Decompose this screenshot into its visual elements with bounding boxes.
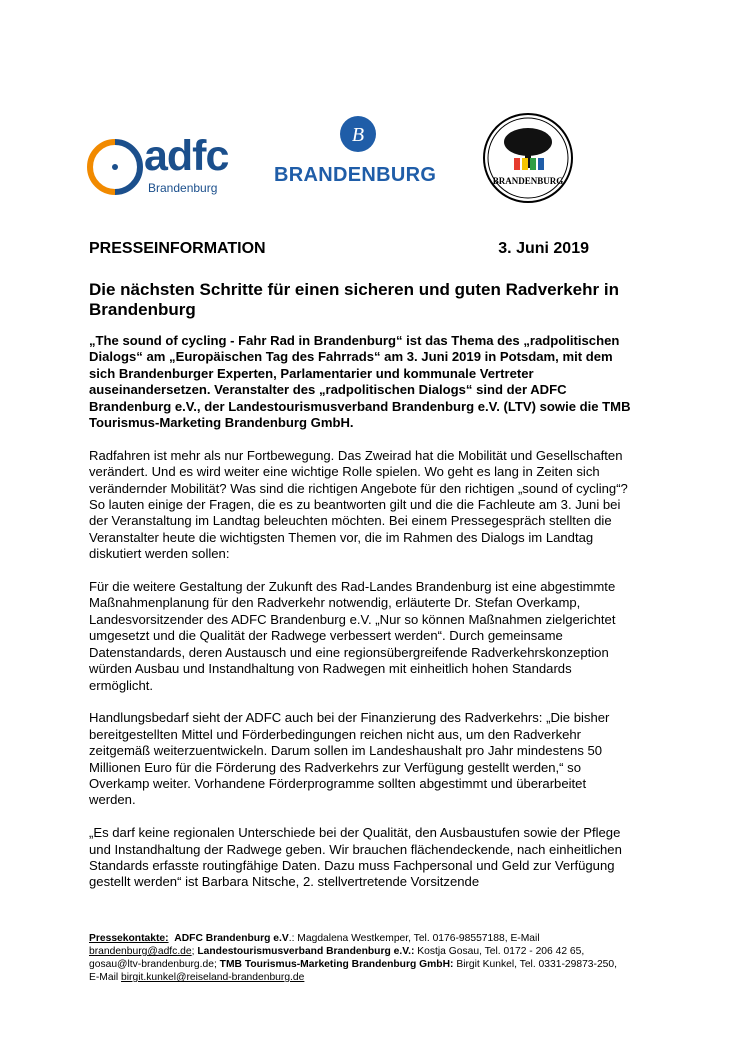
contact-email-link[interactable]: birgit.kunkel@reiseland-brandenburg.de bbox=[121, 972, 305, 983]
paragraph: Radfahren ist mehr als nur Fortbewegung. Das Zweirad hat die Mobilität und Gesellschaften verändert. Und es wird weiter eine wichtige Rolle spielen. Wo geht es lang in Zeiten sich verändernder Mobilität? Was sind die richtigen Angebote für den richtigen „sound of cycling“? So lauten einige der Fragen, die es zu beantworten gilt und die die Fachleute am 3. Juni bei der Veranstaltung im Landtag beleuchten möchten. Bei einem Pressegespräch stellten die Veranstalter heute die wichtigsten Themen vor, die im Rahmen des Dialogs im Landtag diskutiert werden sollen: bbox=[89, 447, 628, 562]
svg-text:B: B bbox=[351, 124, 365, 146]
contact-org-tmb: TMB Tourismus-Marketing Brandenburg GmbH: bbox=[219, 959, 454, 970]
paragraph: Handlungsbedarf sieht der ADFC auch bei der Finanzierung des Radverkehrs: „Die bisher bereitgestellten Mittel und Förderbedingungen reichen nicht aus, um den Radverkehr zeitgemäß weiterzuentwickeln. Darum sollen im Landeshaushalt pro Jahr mindestens 50 Millionen Euro für die Förderung des Radverkehrs zur Verfügung gestellt werden,“ so Overkamp weiter. Vorhandene Förderprogramme sollten abgestimmt und überarbeitet werden. bbox=[89, 710, 610, 808]
article-body bbox=[89, 333, 634, 907]
seal-logo bbox=[482, 112, 574, 204]
press-header bbox=[89, 240, 589, 258]
contact-separator: ; bbox=[191, 946, 198, 957]
press-contacts bbox=[89, 932, 629, 984]
adfc-circle-icon bbox=[86, 138, 144, 196]
adfc-wordmark: adfc bbox=[144, 132, 229, 180]
contact-text: Kostja Gosau, Tel. 0172 - 206 42 65, gosau@ltv-brandenburg.de; bbox=[89, 946, 585, 970]
paragraph: „Es darf keine regionalen Unterschiede bei der Qualität, den Ausbaustufen sowie der Pflege und Instandhaltung der Radwege geben. Wir brauchen flächendeckende, nach einheitlichen Standards erfasste routingfähige Daten. Dazu muss Fachpersonal und Geld zur Verfügung gestellt werden“ ist Barbara Nitsche, 2. stellvertretende Vorsitzende bbox=[89, 825, 622, 890]
contacts-label: Pressekontakte: bbox=[89, 933, 169, 944]
press-date: 3. Juni 2019 bbox=[498, 240, 589, 257]
page-title: Die nächsten Schritte für einen sicheren und guten Radverkehr in Brandenburg bbox=[89, 280, 619, 319]
brandenburg-emblem-icon bbox=[338, 114, 378, 154]
logo-bar bbox=[0, 0, 746, 210]
tree-seal-icon bbox=[482, 112, 574, 204]
contact-text: Birgit Kunkel, Tel. 0331-29873-250, E-Mail bbox=[89, 959, 617, 983]
contact-org-ltv: Landestourismusverband Brandenburg e.V.: bbox=[197, 946, 415, 957]
paragraph: Für die weitere Gestaltung der Zukunft des Rad-Landes Brandenburg ist eine abgestimmte Maßnahmenplanung für den Radverkehr notwendig, erläuterte Dr. Stefan Overkamp, Landesvorsitzender des ADFC Brandenburg e.V. „Nur so können Maßnahmen zielgerichtet umgesetzt und die Qualität der Radwege verbessert werden“. Durch gemeinsame Datenstandards, deren Austausch und eine regionsübergreifende Radverkehrskonzeption würden Ausbau und Instandhaltung von Radwegen mit einheitlich hohen Standards ermöglicht. bbox=[89, 579, 616, 693]
press-label: PRESSEINFORMATION bbox=[89, 240, 266, 257]
contact-email-link[interactable]: brandenburg@adfc.de bbox=[89, 946, 192, 957]
lead-paragraph: „The sound of cycling - Fahr Rad in Brandenburg“ ist das Thema des „radpolitischen Dialogs“ am „Europäischen Tag des Fahrrads“ am 3. Juni 2019 in Potsdam, mit dem sich Brandenburger Experten, Parlamentarier und kommunale Vertreter auseinandersetzen. Veranstalter des „radpolitischen Dialogs“ sind der ADFC Brandenburg e.V., der Landestourismusverband Brandenburg e.V. (LTV) sowie die TMB Tourismus-Marketing Brandenburg GmbH. bbox=[89, 333, 631, 431]
brandenburg-logo bbox=[272, 114, 442, 194]
svg-text:BRANDENBURG: BRANDENBURG bbox=[492, 176, 564, 186]
brandenburg-wordmark: BRANDENBURG bbox=[274, 164, 437, 186]
adfc-logo bbox=[86, 132, 246, 196]
adfc-subtitle: Brandenburg bbox=[148, 181, 218, 195]
contact-text: .: Magdalena Westkemper, Tel. 0176-98557188, E-Mail bbox=[288, 933, 540, 944]
contact-org-adfc: ADFC Brandenburg e.V bbox=[174, 933, 289, 944]
